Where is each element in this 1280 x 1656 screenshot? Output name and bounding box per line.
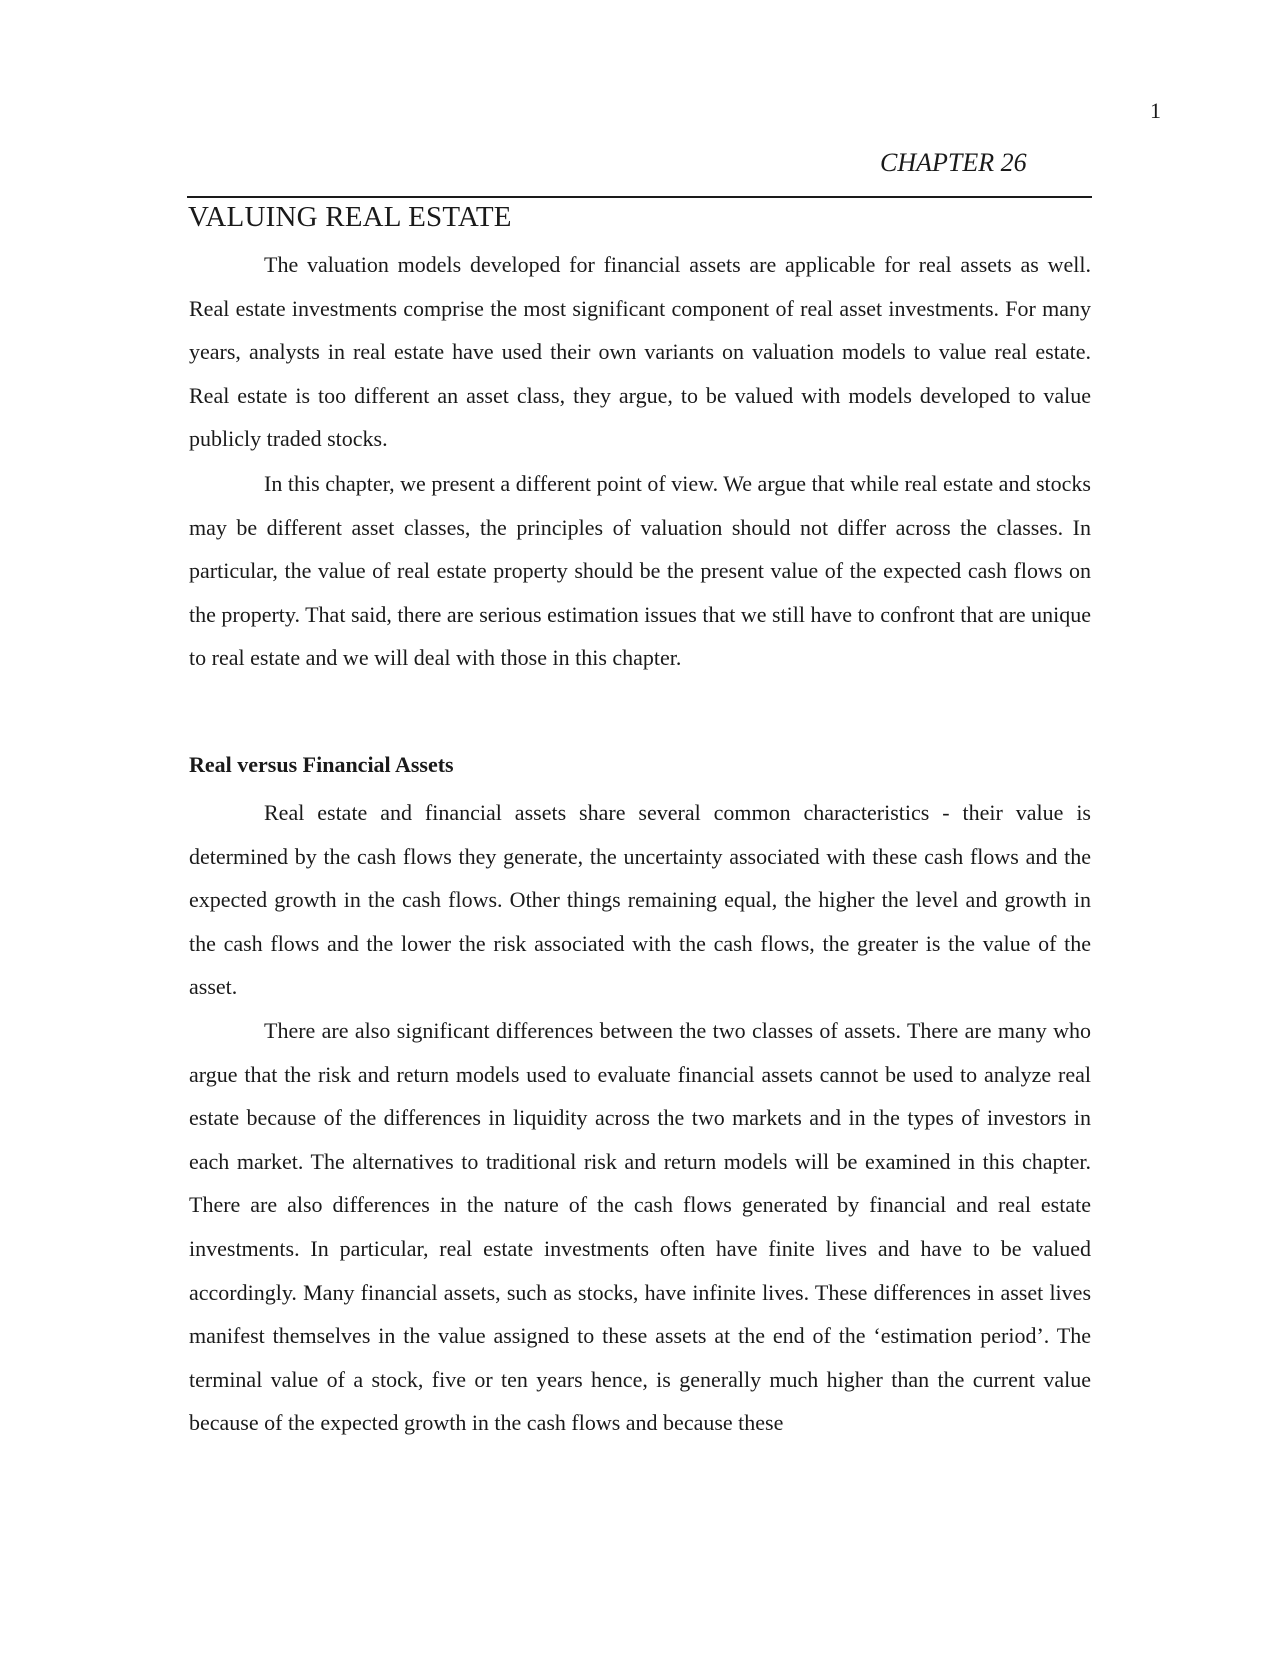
chapter-label: CHAPTER 26 [880, 148, 1027, 177]
chapter-title: VALUING REAL ESTATE [188, 201, 512, 233]
page-number: 1 [1150, 98, 1161, 123]
intro-paragraph-2: In this chapter, we present a different point of view. We argue that while real estate and stocks may be different asset classes, the principles of valuation should not differ across the classes. In particular, the value of real estate property should be the present value of the expected cash flows on the property. That said, there are serious estimation issues that we still have to confront that are unique to real estate and we will deal with those in this chapter. [189, 471, 1091, 671]
intro-paragraph-1: The valuation models developed for financial assets are applicable for real assets as well. Real estate investments comprise the most significant component of real asset investments. For many years, analysts in real estate have used their own variants on valuation models to value real estate. Real estate is too different an asset class, they argue, to be valued with models developed to value publicly traded stocks. [189, 252, 1091, 452]
section-heading: Real versus Financial Assets [189, 752, 454, 777]
chapter-rule [187, 196, 1092, 198]
section-paragraph-1: Real estate and financial assets share several common characteristics - their value is determined by the cash flows they generate, the uncertainty associated with these cash flows and the expected growth in the cash flows. Other things remaining equal, the higher the level and growth in the cash flows and the lower the risk associated with the cash flows, the greater is the value of the asset. [189, 800, 1091, 1000]
section-paragraph-2: There are also significant differences between the two classes of assets. There are many who argue that the risk and return models used to evaluate financial assets cannot be used to analyze real estate because of the differences in liquidity across the two markets and in the types of investors in each market. The alternatives to traditional risk and return models will be examined in this chapter. There are also differences in the nature of the cash flows generated by financial and real estate investments. In particular, real estate investments often have finite lives and have to be valued accordingly. Many financial assets, such as stocks, have infinite lives. These differences in asset lives manifest themselves in the value assigned to these assets at the end of the ‘estimation period’. The terminal value of a stock, five or ten years hence, is generally much higher than the current value because of the expected growth in the cash flows and because these [189, 1018, 1091, 1436]
